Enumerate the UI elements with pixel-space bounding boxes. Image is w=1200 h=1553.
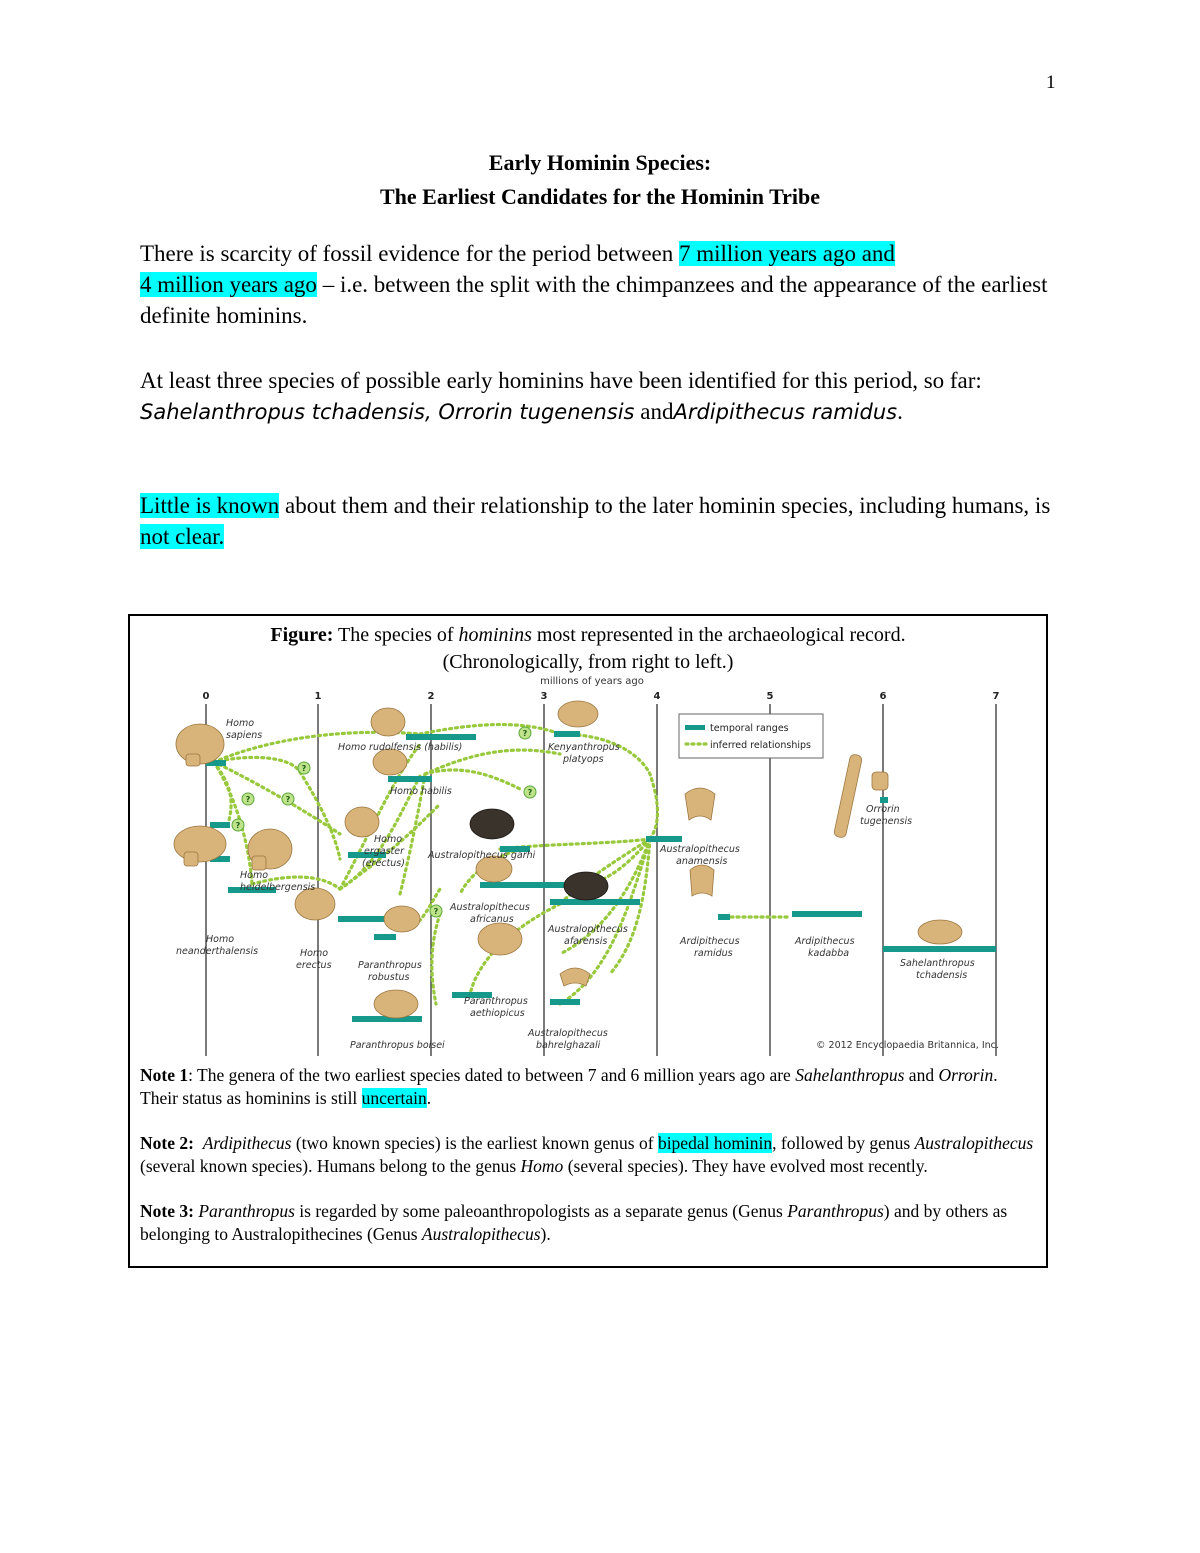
label-homo-neanderthalensis-1: Homo bbox=[206, 934, 235, 945]
tick-1: 1 bbox=[314, 691, 322, 702]
text: Homo bbox=[520, 1156, 564, 1176]
text: ). bbox=[540, 1224, 551, 1244]
label-homo-erectus-2: erectus bbox=[296, 960, 332, 971]
text: Australopithecus bbox=[914, 1133, 1034, 1153]
label-ar-ramidus-1: Ardipithecus bbox=[680, 936, 740, 947]
skull-au-garhi bbox=[470, 809, 514, 839]
label-ar-kadabba-1: Ardipithecus bbox=[795, 936, 855, 947]
label-p-boisei: Paranthropus boisei bbox=[350, 1040, 445, 1051]
note-1-label: Note 1 bbox=[140, 1065, 189, 1085]
label-homo-rudolfensis: Homo rudolfensis (habilis) bbox=[338, 742, 463, 753]
label-au-anamensis-2: anamensis bbox=[676, 856, 728, 867]
axis-title: millions of years ago bbox=[540, 676, 644, 687]
question-mark bbox=[430, 905, 442, 917]
label-sahelanthropus-2: tchadensis bbox=[916, 970, 968, 981]
paragraph-scarcity bbox=[140, 238, 1060, 331]
range-ar-ramidus bbox=[718, 914, 730, 920]
legend-bar-swatch bbox=[685, 725, 705, 730]
jaw-au-bahrelghazali bbox=[560, 968, 590, 986]
text: about them and their relationship to the later hominin species, including humans, is bbox=[279, 493, 1051, 518]
question-mark bbox=[282, 793, 294, 805]
question-mark bbox=[298, 762, 310, 774]
page-title bbox=[0, 146, 1200, 214]
note-3-label: Note 3: bbox=[140, 1201, 194, 1221]
tick-2: 2 bbox=[427, 691, 435, 702]
qm-label: ? bbox=[301, 764, 307, 773]
highlight-not-clear: not clear. bbox=[140, 524, 225, 549]
caption-line-2: (Chronologically, from right to left.) bbox=[442, 651, 734, 673]
label-homo-heidelbergensis-1: Homo bbox=[240, 870, 269, 881]
legend-temporal: temporal ranges bbox=[710, 723, 789, 734]
tick-5: 5 bbox=[766, 691, 774, 702]
text: The species of bbox=[333, 624, 459, 646]
skull-sahelanthropus bbox=[918, 920, 962, 944]
qm-label: ? bbox=[235, 821, 241, 830]
range-p-robustus bbox=[374, 934, 396, 940]
text: Paranthropus bbox=[787, 1201, 884, 1221]
figure-box bbox=[128, 614, 1048, 1268]
skull-homo-heidelbergensis bbox=[248, 829, 292, 870]
label-p-aethiopicus-2: aethiopicus bbox=[470, 1008, 525, 1019]
question-mark bbox=[524, 786, 536, 798]
text: is regarded by some paleoanthropologists as a separate genus (Genus bbox=[294, 1201, 788, 1221]
fossil-ar-ramidus bbox=[690, 865, 714, 896]
tick-0: 0 bbox=[202, 691, 210, 702]
label-ar-ramidus-2: ramidus bbox=[694, 948, 733, 959]
label-homo-sapiens-1: Homo bbox=[226, 718, 255, 729]
text: . bbox=[897, 399, 903, 424]
label-homo-habilis: Homo habilis bbox=[390, 786, 452, 797]
figure-caption bbox=[130, 622, 1046, 676]
tick-3: 3 bbox=[540, 691, 548, 702]
species-sahelanthropus: Sahelanthropus tchadensis bbox=[140, 400, 425, 424]
label-au-africanus-2: africanus bbox=[470, 914, 514, 925]
page-number: 1 bbox=[1046, 72, 1056, 93]
text: Sahelanthropus bbox=[795, 1065, 905, 1085]
skull-homo-ergaster bbox=[345, 807, 379, 837]
figure-copyright: © 2012 Encyclopaedia Britannica, Inc. bbox=[816, 1040, 999, 1051]
label-sahelanthropus-1: Sahelanthropus bbox=[900, 958, 975, 969]
tick-7: 7 bbox=[992, 691, 1000, 702]
legend-inferred: inferred relationships bbox=[710, 740, 811, 751]
range-homo-habilis bbox=[388, 776, 432, 782]
highlight-little-known: Little is known bbox=[140, 493, 280, 518]
text: : The genera of the two earliest species dated to between 7 and 6 million years ago are bbox=[188, 1065, 796, 1085]
question-mark bbox=[232, 819, 244, 831]
label-homo-sapiens-2: sapiens bbox=[226, 730, 263, 741]
skull-homo-rudolfensis bbox=[371, 708, 405, 736]
skull-homo-sapiens bbox=[176, 724, 224, 766]
qm-label: ? bbox=[522, 729, 528, 738]
label-au-garhi: Australopithecus garhi bbox=[428, 850, 536, 861]
label-ar-kadabba-2: kadabba bbox=[808, 948, 850, 959]
hominin-timeline-diagram bbox=[140, 674, 1036, 1058]
text: Ardipithecus bbox=[202, 1133, 292, 1153]
label-kenyanthropus-2: platyops bbox=[563, 754, 604, 765]
text: most represented in the archaeological record. bbox=[531, 624, 906, 646]
highlight-bipedal-hominin: bipedal hominin bbox=[657, 1133, 773, 1153]
species-ardipithecus: Ardipithecus ramidus bbox=[673, 400, 898, 424]
text: (several known species). Humans belong to the genus bbox=[140, 1156, 521, 1176]
question-mark bbox=[519, 727, 531, 739]
note-2-label: Note 2: bbox=[140, 1133, 194, 1153]
label-kenyanthropus-1: Kenyanthropus bbox=[548, 742, 620, 753]
range-au-afarensis bbox=[550, 899, 640, 905]
text: At least three species of possible early hominins have been identified for this period, so far: bbox=[140, 368, 982, 393]
text: and bbox=[634, 399, 674, 424]
skull-kenyanthropus bbox=[558, 701, 598, 727]
highlight-7-million: 7 million years ago and bbox=[679, 241, 895, 266]
label-au-bahrelghazali-2: bahrelghazali bbox=[536, 1040, 601, 1051]
figure-notes bbox=[140, 1064, 1036, 1268]
label-orrorin-2: tugenensis bbox=[860, 816, 913, 827]
range-homo-neanderthalensis-a bbox=[210, 822, 230, 828]
text: . Their status as hominins is still bbox=[140, 1065, 998, 1108]
text: There is scarcity of fossil evidence for the period between bbox=[140, 241, 680, 266]
range-ar-kadabba bbox=[792, 911, 862, 917]
qm-label: ? bbox=[527, 788, 533, 797]
species-orrorin: Orrorin tugenensis bbox=[438, 400, 635, 424]
highlight-uncertain: uncertain bbox=[361, 1088, 427, 1108]
label-homo-heidelbergensis-2: heidelbergensis bbox=[240, 882, 316, 893]
qm-label: ? bbox=[433, 907, 439, 916]
question-mark bbox=[242, 793, 254, 805]
fossil-au-anamensis bbox=[685, 788, 715, 820]
legend-box bbox=[679, 714, 823, 758]
label-homo-ergaster-3: (erectus) bbox=[362, 858, 405, 869]
label-orrorin-1: Orrorin bbox=[866, 804, 900, 815]
text: Orrorin bbox=[938, 1065, 994, 1085]
text: – i.e. between the split with the chimpanzees and the appearance of the earliest definite hominins. bbox=[140, 272, 1048, 328]
text: hominins bbox=[458, 624, 532, 646]
skull-au-afarensis bbox=[564, 872, 608, 900]
label-p-robustus-2: robustus bbox=[368, 972, 410, 983]
paragraph-three-species bbox=[140, 365, 1060, 428]
highlight-4-million: 4 million years ago bbox=[140, 272, 317, 297]
label-homo-ergaster-1: Homo bbox=[374, 834, 403, 845]
tick-4: 4 bbox=[653, 691, 661, 702]
label-homo-ergaster-2: ergaster bbox=[364, 846, 405, 857]
note-3 bbox=[140, 1200, 1036, 1246]
text: , followed by genus bbox=[772, 1133, 915, 1153]
figure-label: Figure: bbox=[270, 624, 334, 646]
text: ) and by others as belonging to Australopithecines (Genus bbox=[140, 1201, 1008, 1244]
range-au-anamensis bbox=[646, 836, 682, 842]
skull-p-aethiopicus bbox=[478, 923, 522, 955]
skull-p-boisei bbox=[374, 990, 418, 1018]
label-au-anamensis-1: Australopithecus bbox=[660, 844, 740, 855]
label-p-aethiopicus-1: Paranthropus bbox=[464, 996, 528, 1007]
range-kenyanthropus bbox=[554, 731, 580, 737]
label-au-afarensis-1: Australopithecus bbox=[548, 924, 628, 935]
range-sahelanthropus bbox=[883, 946, 996, 952]
note-2 bbox=[140, 1132, 1036, 1178]
range-orrorin bbox=[880, 797, 888, 803]
text: and bbox=[904, 1065, 939, 1085]
text: (several species). They have evolved most recently. bbox=[563, 1156, 928, 1176]
label-p-robustus-1: Paranthropus bbox=[358, 960, 422, 971]
range-homo-rudolfensis bbox=[406, 734, 476, 740]
label-homo-neanderthalensis-2: neanderthalensis bbox=[176, 946, 259, 957]
text: , bbox=[424, 400, 439, 424]
label-au-bahrelghazali-1: Australopithecus bbox=[528, 1028, 608, 1039]
skull-p-robustus bbox=[384, 906, 420, 932]
range-au-bahrelghazali bbox=[550, 999, 580, 1005]
text: (two known species) is the earliest known genus of bbox=[291, 1133, 658, 1153]
title-line-2: The Earliest Candidates for the Hominin Tribe bbox=[379, 184, 821, 209]
qm-label: ? bbox=[245, 795, 251, 804]
qm-label: ? bbox=[285, 795, 291, 804]
text: . bbox=[426, 1088, 432, 1108]
title-line-1: Early Hominin Species: bbox=[488, 150, 712, 175]
label-au-africanus-1: Australopithecus bbox=[450, 902, 530, 913]
paragraph-little-known bbox=[140, 490, 1060, 552]
text: Paranthropus bbox=[198, 1201, 295, 1221]
label-au-afarensis-2: afarensis bbox=[564, 936, 608, 947]
tick-6: 6 bbox=[879, 691, 887, 702]
text: Australopithecus bbox=[421, 1224, 541, 1244]
label-homo-erectus-1: Homo bbox=[300, 948, 329, 959]
note-1 bbox=[140, 1064, 1036, 1110]
text bbox=[194, 1133, 203, 1153]
